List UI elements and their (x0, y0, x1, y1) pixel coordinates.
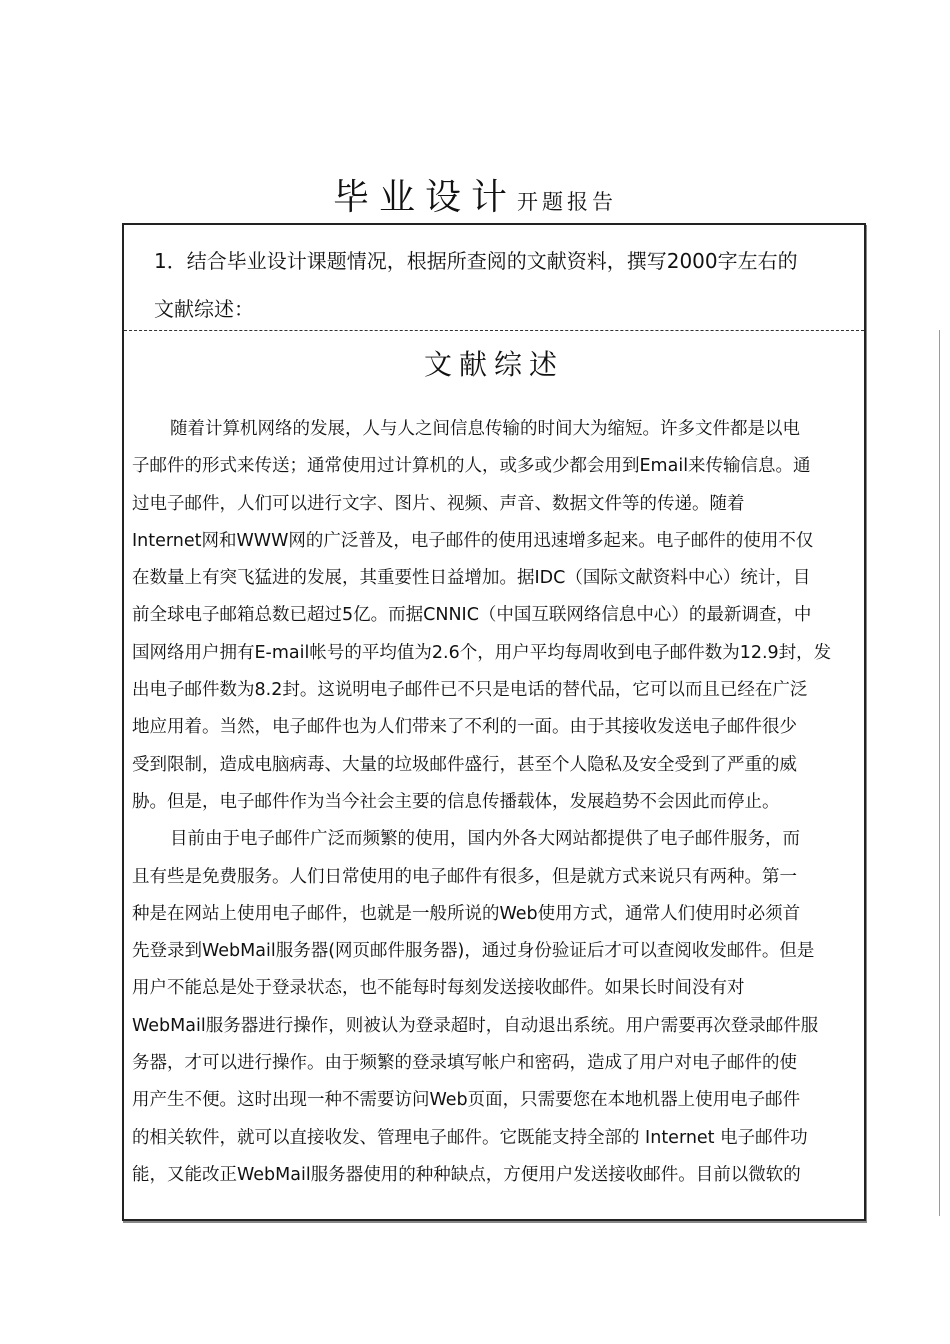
title-main: 毕业设计 (332, 177, 517, 218)
document-title (0, 174, 950, 228)
text-line: 能，又能改正WebMail服务器使用的种种缺点，方便用户发送接收邮件。目前以微软的 (132, 1164, 801, 1185)
form-prompt (154, 237, 874, 333)
text-line: 目前由于电子邮件广泛而频繁的使用，国内外各大网站都提供了电子邮件服务，而 (170, 829, 800, 850)
dashed-divider (124, 330, 864, 331)
prompt-line-1: 1．结合毕业设计课题情况，根据所查阅的文献资料，撰写2000字左右的 (154, 249, 798, 273)
title-sub: 开题报告 (517, 190, 617, 214)
section-title: 文献综述 (423, 348, 564, 381)
text-line: 受到限制，造成电脑病毒、大量的垃圾邮件盛行，甚至个人隐私及安全受到了严重的威 (132, 754, 797, 775)
text-line: Internet网和WWW网的广泛普及，电子邮件的使用迅速增多起来。电子邮件的使用不仅 (132, 530, 814, 551)
text-line: 先登录到WebMail服务器(网页邮件服务器)，通过身份验证后才可以查阅收发邮件。但是 (132, 941, 815, 962)
literature-review-body (132, 411, 892, 1194)
text-line: 胁。但是，电子邮件作为当今社会主要的信息传播载体，发展趋势不会因此而停止。 (132, 791, 780, 812)
page-edge-line (939, 330, 940, 1216)
text-line: 子邮件的形式来传送；通常使用过计算机的人，或多或少都会用到Email来传输信息。通 (132, 456, 811, 477)
text-line: 且有些是免费服务。人们日常使用的电子邮件有很多，但是就方式来说只有两种。第一 (132, 866, 797, 887)
text-line: 的相关软件，就可以直接收发、管理电子邮件。它既能支持全部的 Internet 电子邮件功 (132, 1127, 808, 1148)
text-line: WebMail服务器进行操作，则被认为登录超时，自动退出系统。用户需要再次登录邮件服 (132, 1015, 819, 1036)
report-frame (122, 223, 866, 1221)
text-line: 地应用着。当然，电子邮件也为人们带来了不利的一面。由于其接收发送电子邮件很少 (132, 717, 797, 738)
text-line: 国网络用户拥有E-mail帐号的平均值为2.6个，用户平均每周收到电子邮件数为12.9封，发 (132, 642, 832, 663)
prompt-line-2: 文献综述： (154, 297, 254, 321)
text-line: 前全球电子邮箱总数已超过5亿。而据CNNIC（中国互联网络信息中心）的最新调查，中 (132, 605, 812, 626)
text-line: 种是在网站上使用电子邮件，也就是一般所说的Web使用方式，通常人们使用时必须首 (132, 903, 801, 924)
text-line: 过电子邮件，人们可以进行文字、图片、视频、声音、数据文件等的传递。随着 (132, 493, 745, 514)
text-line: 随着计算机网络的发展，人与人之间信息传输的时间大为缩短。许多文件都是以电 (170, 419, 800, 439)
text-line: 用产生不便。这时出现一种不需要访问Web页面，只需要您在本地机器上使用电子邮件 (132, 1090, 801, 1111)
text-line: 务器，才可以进行操作。由于频繁的登录填写帐户和密码，造成了用户对电子邮件的使 (132, 1053, 797, 1074)
text-line: 出电子邮件数为8.2封。这说明电子邮件已不只是电话的替代品，它可以而且已经在广泛 (132, 680, 808, 701)
text-line: 在数量上有突飞猛进的发展，其重要性日益增加。据IDC（国际文献资料中心）统计，目 (132, 568, 811, 589)
text-line: 用户不能总是处于登录状态，也不能每时每刻发送接收邮件。如果长时间没有对 (132, 978, 745, 999)
